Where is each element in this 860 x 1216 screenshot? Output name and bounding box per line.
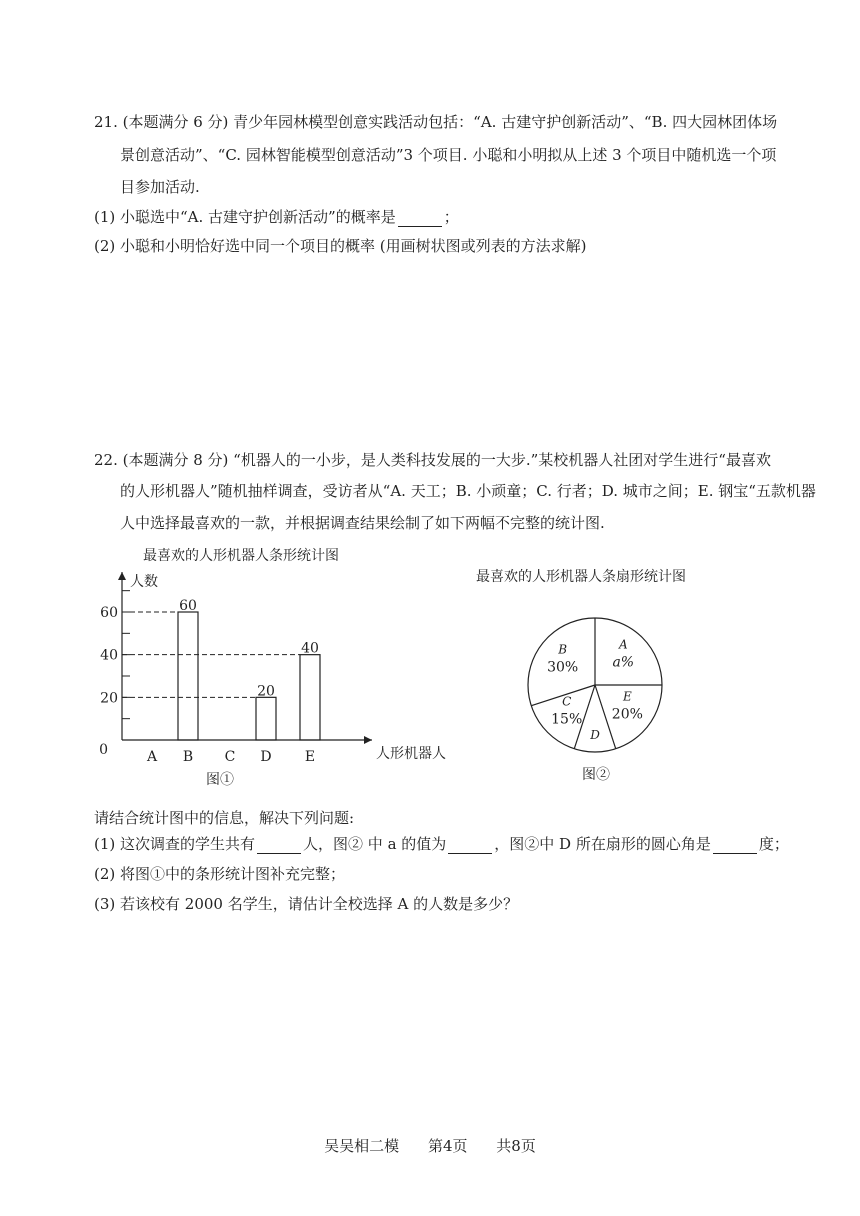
exam-name: 吴吴相二模 [324,1137,400,1155]
slice-name-B: B [558,642,568,657]
answer-blank [257,837,301,854]
page-total: 共8页 [496,1137,536,1155]
q21-part-1 [94,207,459,227]
q22-part-2: (2) 将图①中的条形统计图补充完整； [94,865,346,883]
q21-line-3: 目参加活动. [120,178,200,196]
q22-part-1-text-d: 度； [758,835,789,853]
q22-part-1-text-c: ，图②中 D 所在扇形的圆心角是 [494,835,711,853]
q21-part-1-end: ； [443,208,459,226]
answer-blank [713,837,757,854]
bar-B [178,612,198,740]
data-label-E: 40 [301,640,319,657]
figure-2-label: 图② [582,767,610,783]
y-axis-label: 人数 [130,574,158,590]
q22-part-1-text-b: 人，图② 中 a 的值为 [303,835,447,853]
pie-chart [520,610,670,760]
q22-line-1: 22. (本题满分 8 分) “机器人的一小步，是人类科技发展的一大步.”某校机器人社团对学生进行“最喜欢 [94,451,771,469]
q22-line-3: 人中选择最喜欢的一款，并根据调查结果绘制了如下两幅不完整的统计图. [120,514,605,532]
category-label-D: D [260,749,272,765]
bar-chart-title: 最喜欢的人形机器人条形统计图 [143,548,339,564]
category-label-C: C [224,749,236,765]
q22-part-1 [94,834,789,854]
answer-blank [398,210,442,227]
slice-name-A: A [618,637,628,652]
q21-part-2: (2) 小聪和小明恰好选中同一个项目的概率 (用画树状图或列表的方法求解) [94,237,587,255]
q21-line-2: 景创意活动”、“C. 园林智能模型创意活动”3 个项目. 小聪和小明拟从上述 3 个项目中随机选一个项 [120,146,777,164]
category-label-E: E [304,749,316,765]
slice-name-C: C [562,694,572,709]
bar-chart [90,566,446,771]
page-footer [0,1135,860,1156]
bar-D [256,697,276,740]
slice-label-C: 15% [551,711,583,728]
data-label-B: 60 [179,598,197,614]
x-axis-arrow [364,736,372,744]
pie-chart-title: 最喜欢的人形机器人条扇形统计图 [476,569,686,585]
answer-blank [448,837,492,854]
q22-part-3: (3) 若该校有 2000 名学生，请估计全校选择 A 的人数是多少？ [94,895,519,913]
q22-part-1-text-a: (1) 这次调查的学生共有 [94,835,256,853]
page-number: 第4页 [427,1137,468,1155]
x-axis-label: 人形机器人 [376,746,446,762]
slice-label-A: a% [612,654,635,671]
category-label-A: A [146,749,158,765]
q22-intro: 请结合统计图中的信息，解决下列问题: [94,809,355,827]
bar-E [300,655,320,740]
q21-line-1: 21. (本题满分 6 分) 青少年园林模型创意实践活动包括：“A. 古建守护创新活动”、“B. 四大园林团体场 [94,113,778,131]
y-tick-label: 40 [100,647,118,664]
slice-label-E: 20% [611,706,643,723]
y-tick-label: 0 [99,742,108,758]
slice-name-E: E [622,689,632,704]
y-tick-label: 20 [100,690,118,707]
q22-line-2: 的人形机器人”随机抽样调查，受访者从“A. 天工；B. 小顽童；C. 行者；D. 城市之间；E. 钢宝“五款机器 [120,482,816,500]
slice-label-B: 30% [547,659,579,676]
category-label-B: B [182,749,194,765]
slice-name-D: D [590,728,600,742]
y-tick-label: 60 [100,605,118,621]
y-axis-arrow [118,572,126,580]
q21-part-1-text: (1) 小聪选中“A. 古建守护创新活动”的概率是 [94,208,396,226]
data-label-D: 20 [257,683,275,700]
figure-1-label: 图① [206,772,234,788]
